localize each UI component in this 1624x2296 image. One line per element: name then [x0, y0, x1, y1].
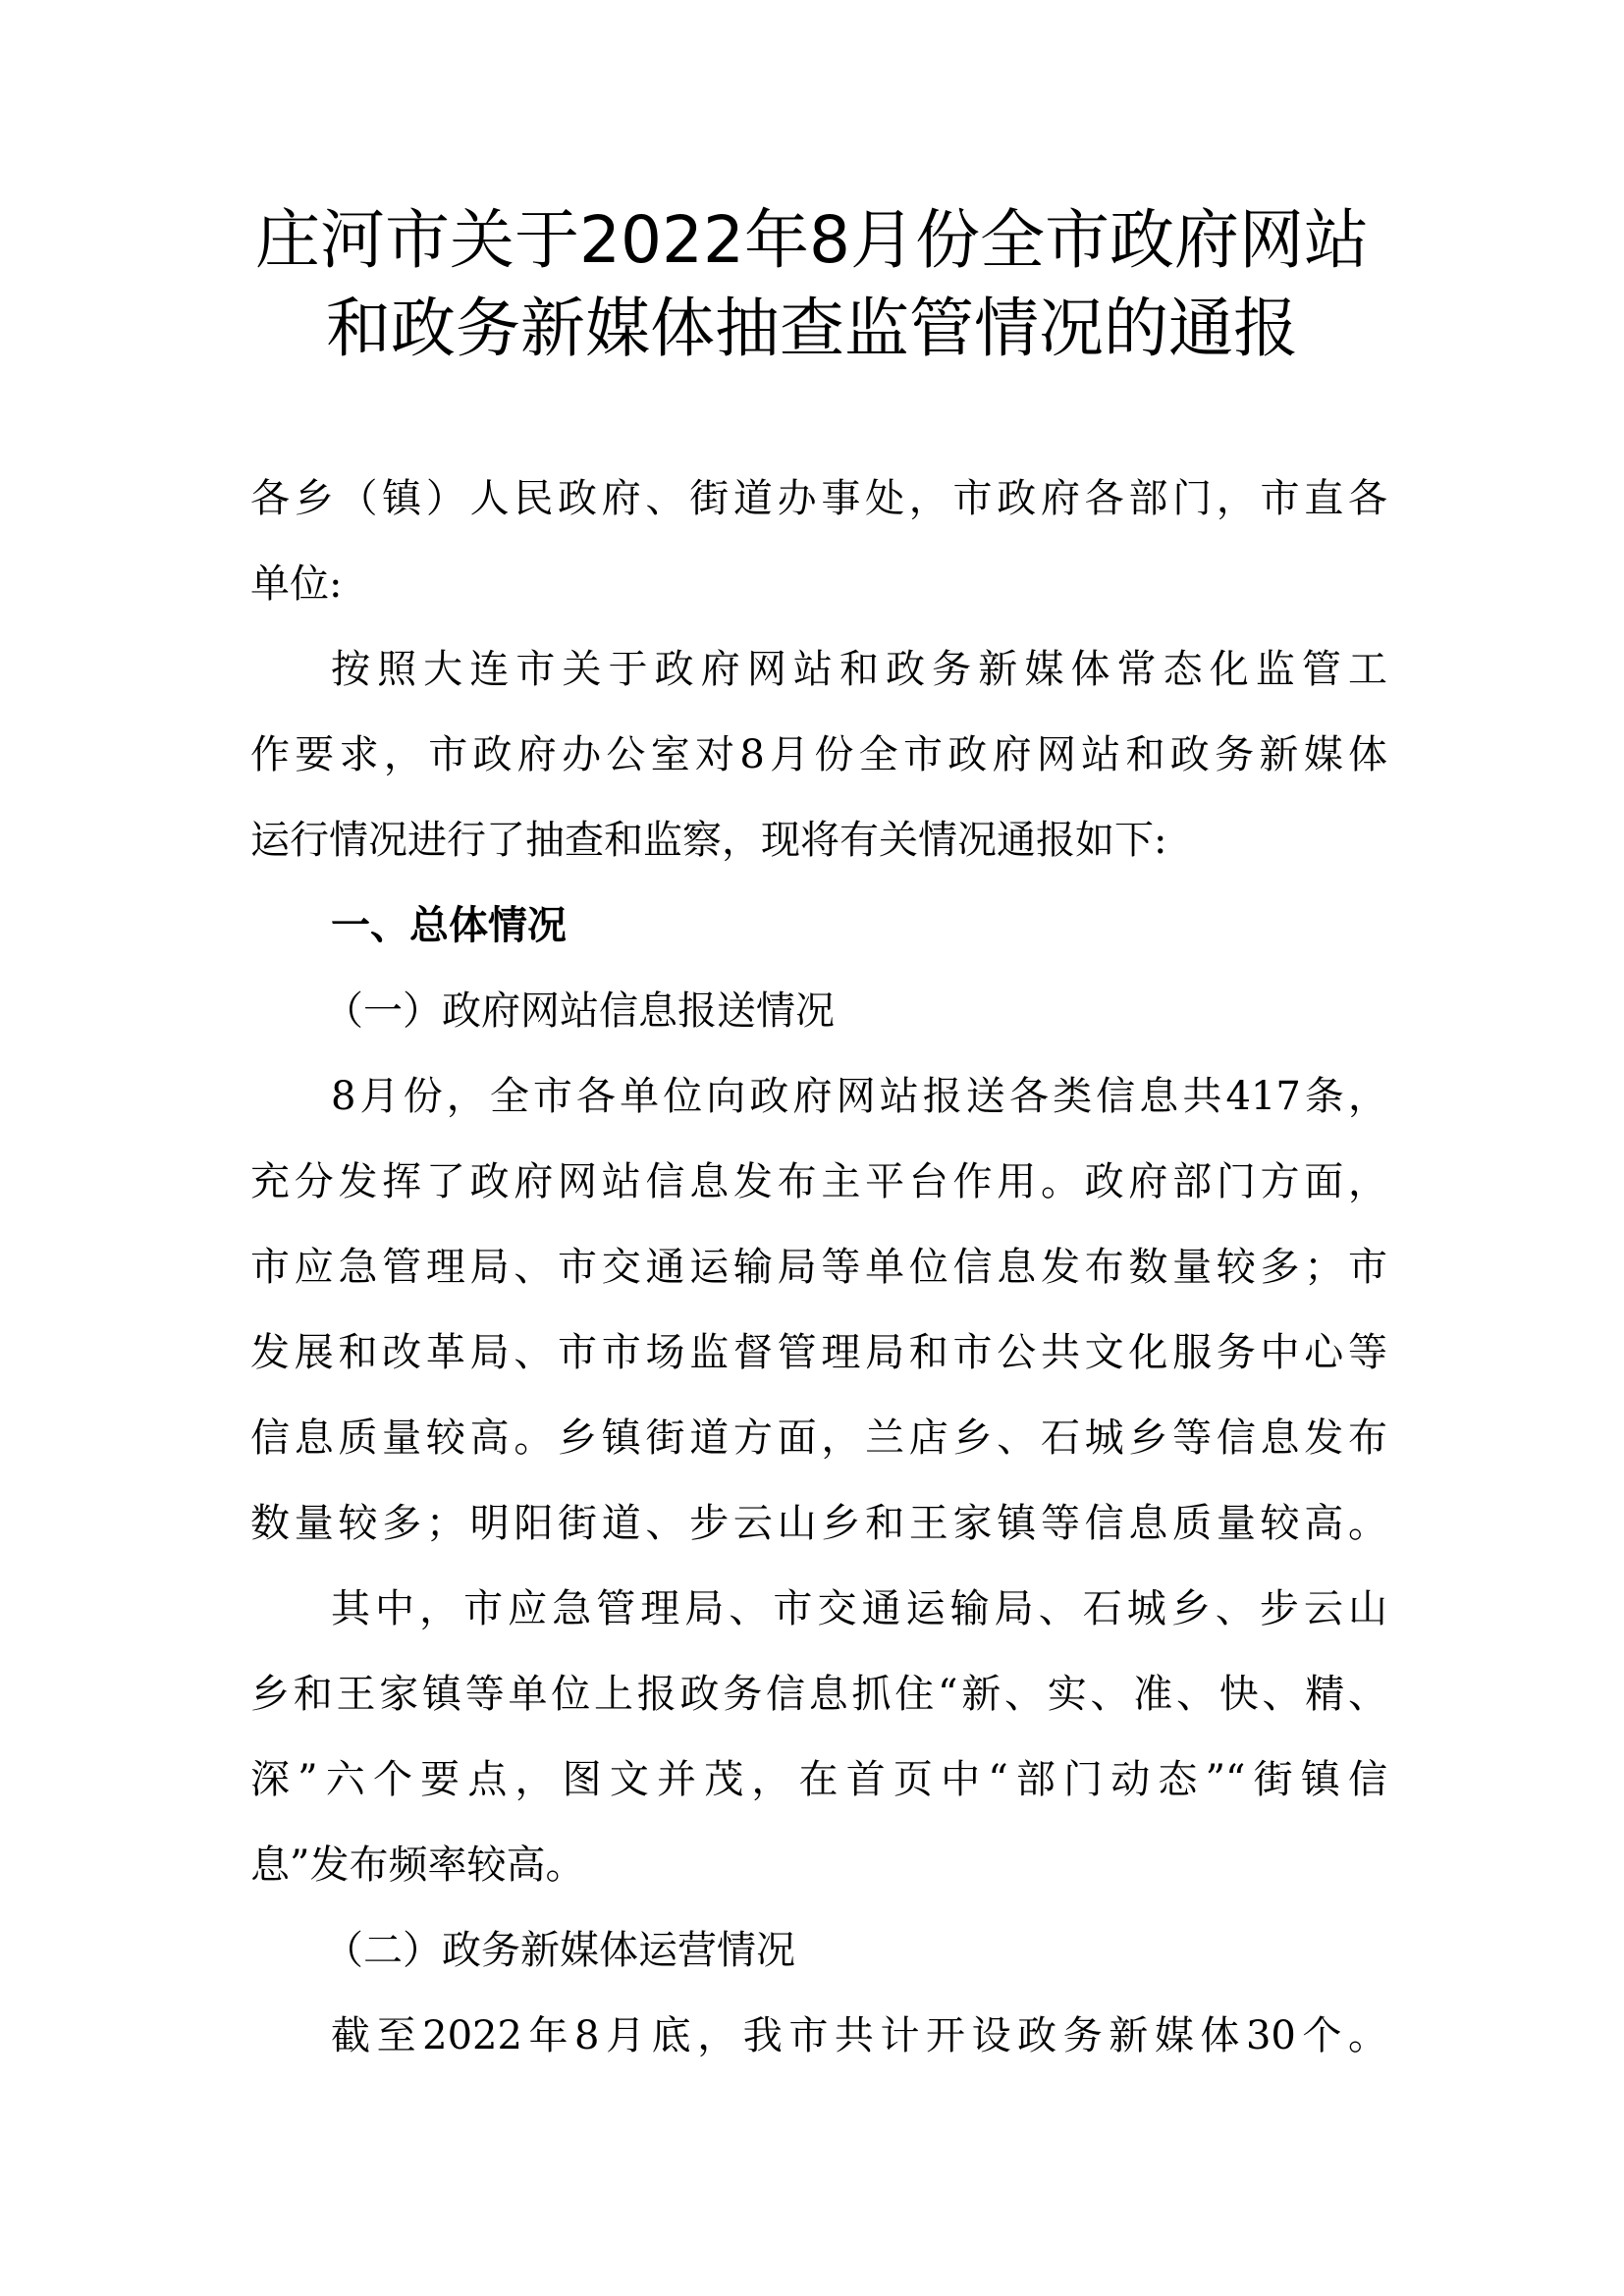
paragraph-line: 其中，市应急管理局、市交通运输局、石城乡、步云山 [331, 1586, 1387, 1631]
document-title-line-2: 和政务新媒体抽查监管情况的通报 [326, 291, 1298, 366]
salutation-line: 单位: [250, 561, 343, 607]
paragraph-line: 8月份，全市各单位向政府网站报送各类信息共417条， [331, 1074, 1387, 1119]
paragraph-line: 市应急管理局、市交通运输局等单位信息发布数量较多；市 [250, 1245, 1387, 1290]
subsection-heading: （二）政务新媒体运营情况 [324, 1928, 795, 1973]
paragraph-line: 乡和王家镇等单位上报政务信息抓住“新、实、准、快、精、 [250, 1672, 1387, 1717]
paragraph-line: 信息质量较高。乡镇街道方面，兰店乡、石城乡等信息发布 [250, 1415, 1387, 1461]
paragraph-line: 充分发挥了政府网站信息发布主平台作用。政府部门方面， [250, 1159, 1387, 1204]
paragraph-line: 按照大连市关于政府网站和政务新媒体常态化监管工 [331, 647, 1387, 692]
paragraph-line: 运行情况进行了抽查和监察，现将有关情况通报如下: [250, 818, 1167, 863]
paragraph-line: 深”六个要点，图文并茂，在首页中“部门动态”“街镇信 [250, 1757, 1387, 1802]
paragraph-line: 发展和改革局、市市场监督管理局和市公共文化服务中心等 [250, 1330, 1387, 1375]
document-title-line-1: 庄河市关于2022年8月份全市政府网站 [255, 202, 1369, 278]
paragraph-line: 息”发布频率较高。 [250, 1842, 585, 1888]
salutation-line: 各乡（镇）人民政府、街道办事处，市政府各部门，市直各 [250, 476, 1387, 521]
paragraph-line: 截至2022年8月底，我市共计开设政务新媒体30个。 [331, 2013, 1387, 2058]
subsection-heading: （一）政府网站信息报送情况 [324, 988, 835, 1034]
paragraph-line: 作要求，市政府办公室对8月份全市政府网站和政务新媒体 [250, 732, 1387, 777]
paragraph-line: 数量较多；明阳街道、步云山乡和王家镇等信息质量较高。 [250, 1501, 1387, 1546]
section-heading: 一、总体情况 [331, 903, 567, 948]
